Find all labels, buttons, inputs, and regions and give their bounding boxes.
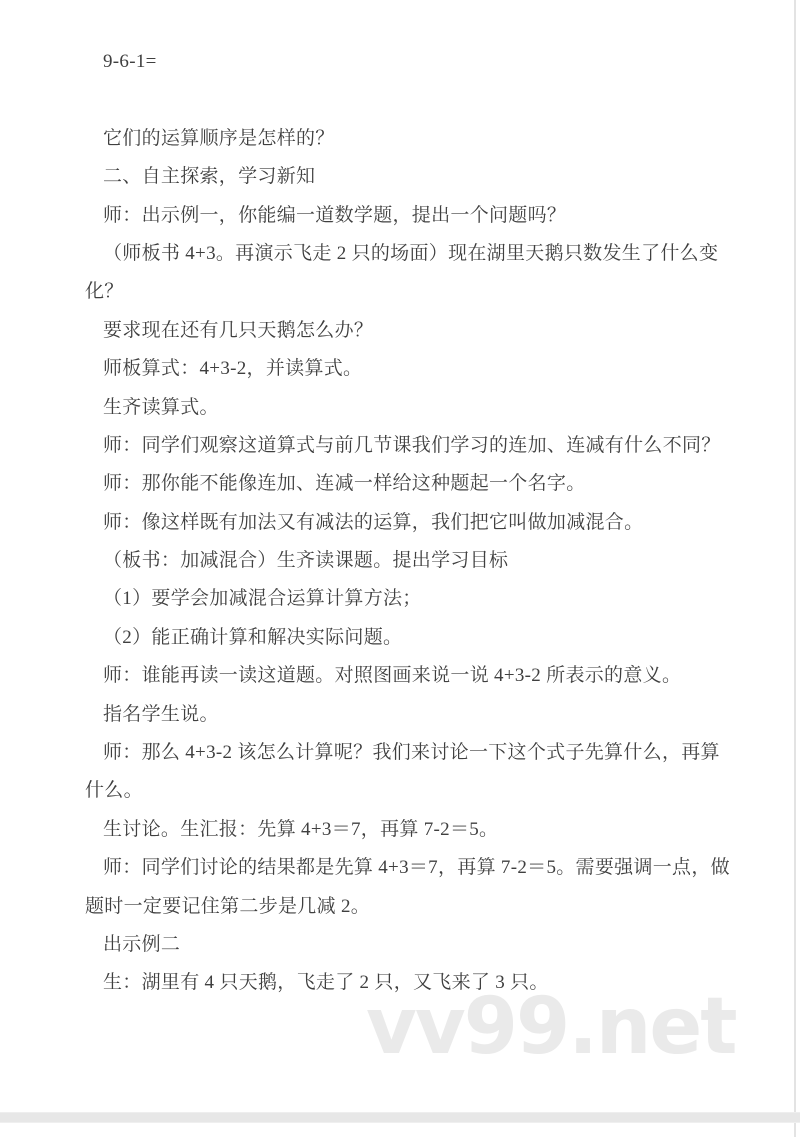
text-line: 生：湖里有 4 只天鹅，飞走了 2 只，又飞来了 3 只。: [103, 972, 549, 994]
page-break-band: [0, 1112, 800, 1123]
watermark: vv99.net: [366, 982, 736, 1072]
document-text-body: [0, 43, 730, 1003]
page-edge-line: [794, 0, 796, 1137]
text-line: 师：出示例一，你能编一道数学题，提出一个问题吗？: [103, 204, 567, 226]
text-line: 指名学生说。: [103, 703, 219, 725]
text-line: 二、自主探索，学习新知: [103, 166, 316, 188]
text-line: （2）能正确计算和解决实际问题。: [103, 626, 403, 648]
text-line: 题时一定要记住第二步是几减 2。: [85, 895, 371, 917]
text-line: （1）要学会加减混合运算计算方法；: [103, 588, 422, 610]
text-line: 什么。: [85, 780, 143, 802]
text-line: 师板算式：4+3-2，并读算式。: [103, 358, 363, 380]
text-line: 出示例二: [103, 933, 181, 955]
text-line: 生讨论。生汇报：先算 4+3＝7，再算 7-2＝5。: [103, 818, 499, 840]
text-line: 它们的运算顺序是怎样的？: [103, 127, 335, 149]
text-line: （板书：加减混合）生齐读课题。提出学习目标: [103, 550, 509, 572]
text-line: 师：同学们观察这道算式与前几节课我们学习的连加、连减有什么不同？: [103, 434, 721, 456]
text-line: 要求现在还有几只天鹅怎么办？: [103, 319, 374, 341]
text-line: （师板书 4+3。再演示飞走 2 只的场面）现在湖里天鹅只数发生了什么变: [103, 242, 719, 264]
text-line: 师：像这样既有加法又有减法的运算，我们把它叫做加减混合。: [103, 511, 644, 533]
text-line: 化？: [85, 281, 124, 303]
text-line: 师：谁能再读一读这道题。对照图画来说一说 4+3-2 所表示的意义。: [103, 665, 682, 687]
text-line: 师：那么 4+3-2 该怎么计算呢？我们来讨论一下这个式子先算什么，再算: [103, 742, 720, 764]
text-line: 生齐读算式。: [103, 396, 219, 418]
text-line: 师：同学们讨论的结果都是先算 4+3＝7，再算 7-2＝5。需要强调一点，做: [103, 857, 730, 879]
text-line: 9-6-1=: [103, 51, 157, 72]
text-line: [0, 81, 730, 119]
text-line: 师：那你能不能像连加、连减一样给这种题起一个名字。: [103, 473, 586, 495]
